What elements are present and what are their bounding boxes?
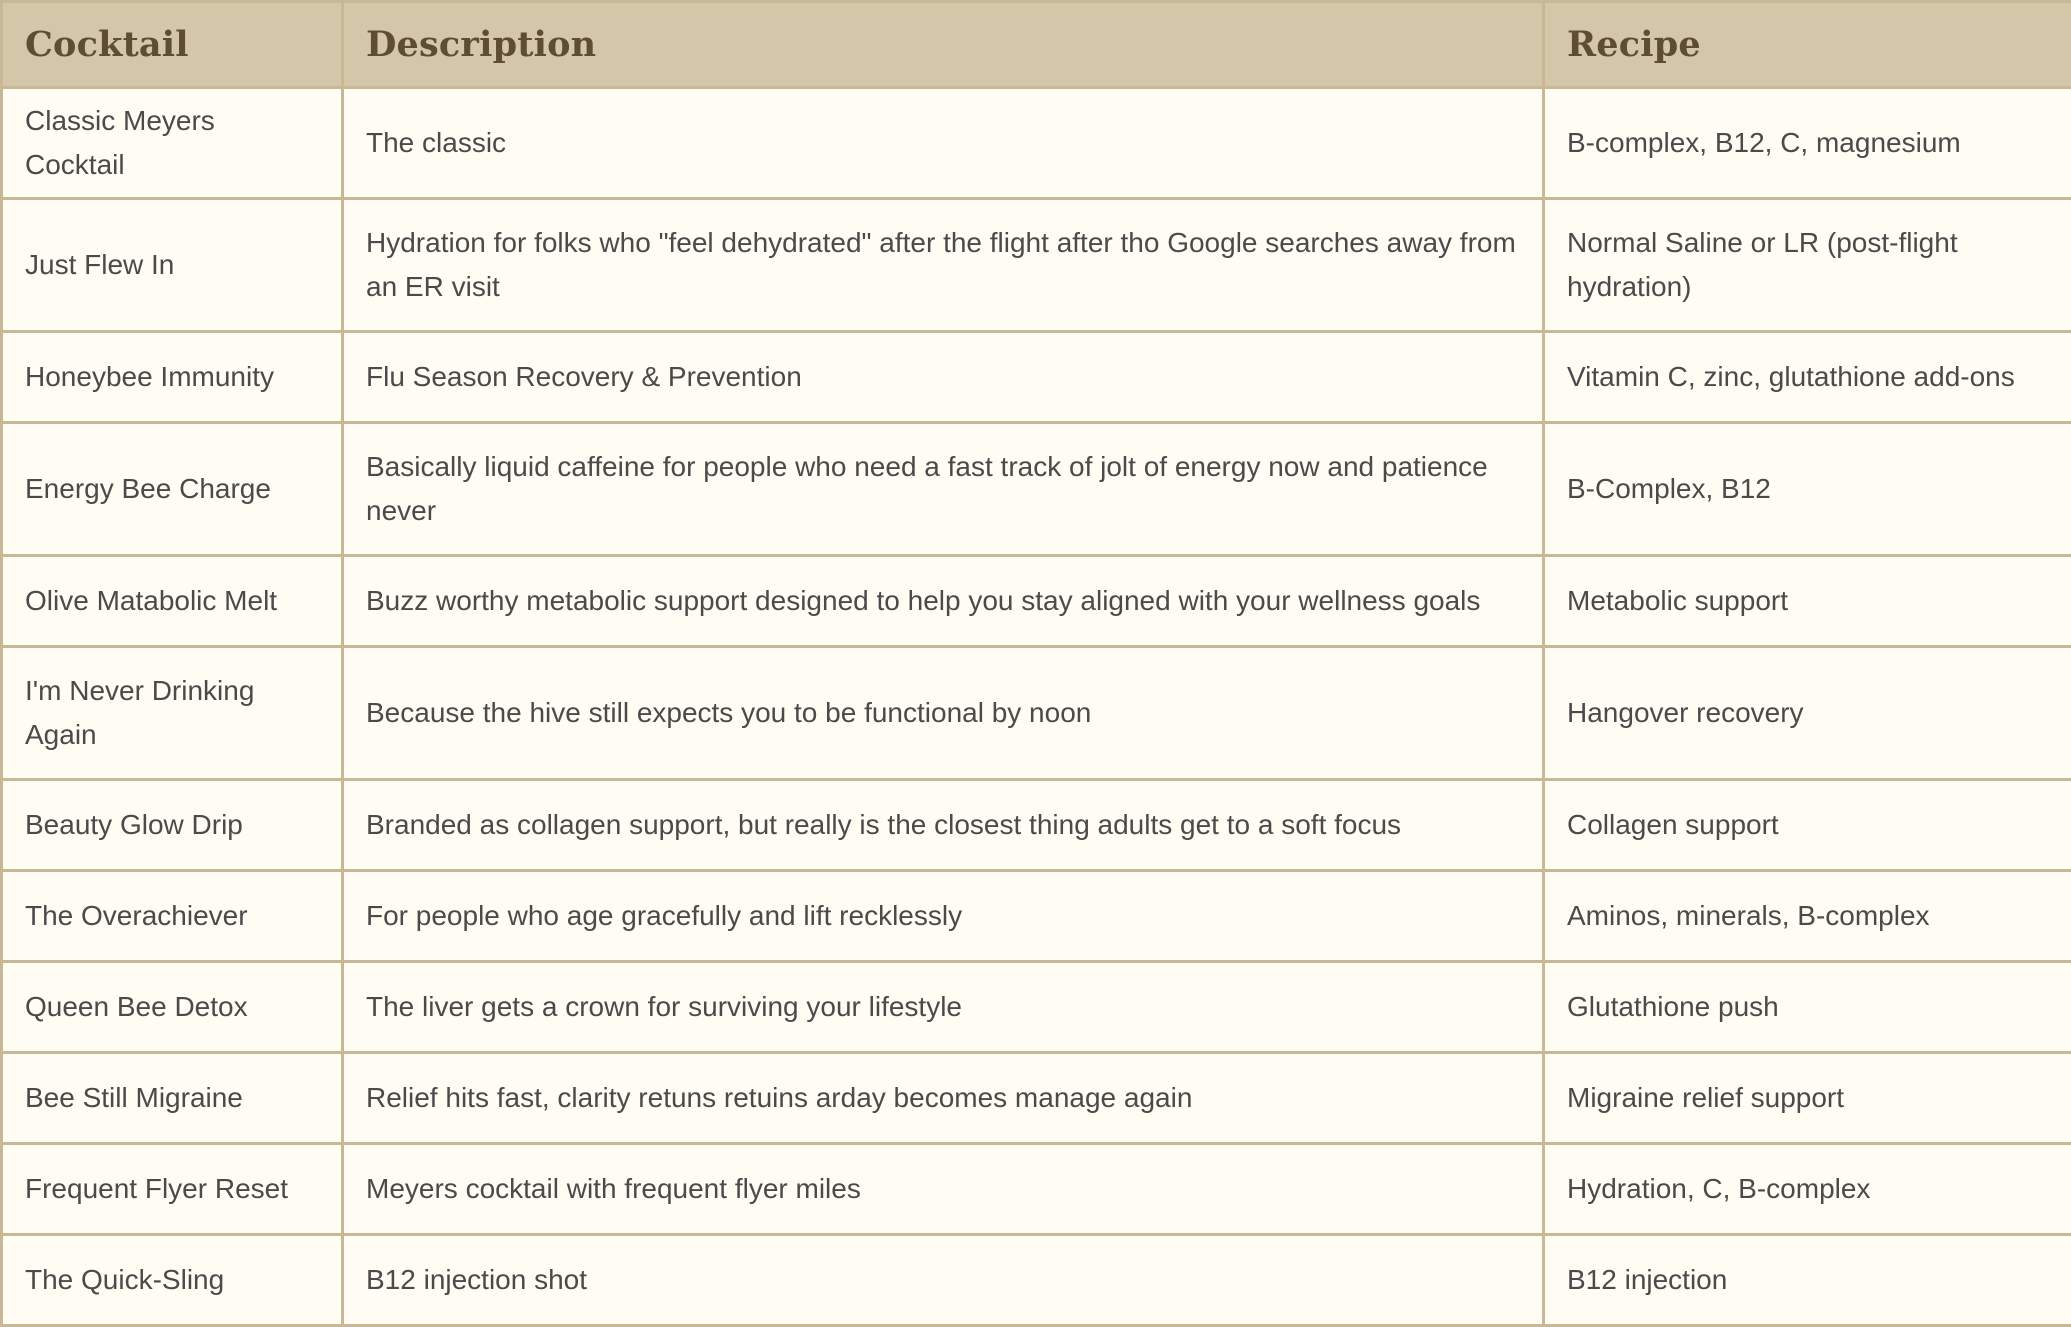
cocktail-cell: Frequent Flyer Reset <box>2 1144 343 1235</box>
recipe-cell: Aminos, minerals, B-complex <box>1544 871 2071 962</box>
table-row <box>2 871 2071 962</box>
recipe-cell: Hydration, C, B-complex <box>1544 1144 2071 1235</box>
recipe-cell: Metabolic support <box>1544 556 2071 647</box>
recipe-cell: B12 injection <box>1544 1235 2071 1326</box>
table-row <box>2 1144 2071 1235</box>
cocktail-cell: Bee Still Migraine <box>2 1053 343 1144</box>
description-cell: Basically liquid caffeine for people who need a fast track of jolt of energy now and patience never <box>343 423 1544 556</box>
cocktail-cell: Energy Bee Charge <box>2 423 343 556</box>
recipe-cell: Normal Saline or LR (post-flight hydration) <box>1544 199 2071 332</box>
cocktail-cell: The Quick-Sling <box>2 1235 343 1326</box>
table-row <box>2 332 2071 423</box>
recipe-cell: Hangover recovery <box>1544 647 2071 780</box>
description-cell: The liver gets a crown for surviving your lifestyle <box>343 962 1544 1053</box>
column-header-description: Description <box>343 2 1544 88</box>
recipe-cell: Collagen support <box>1544 780 2071 871</box>
cocktail-cell: I'm Never Drinking Again <box>2 647 343 780</box>
recipe-cell: Migraine relief support <box>1544 1053 2071 1144</box>
table-row <box>2 199 2071 332</box>
table-row <box>2 88 2071 199</box>
description-cell: B12 injection shot <box>343 1235 1544 1326</box>
table-row <box>2 962 2071 1053</box>
table-row <box>2 556 2071 647</box>
cocktail-cell: Honeybee Immunity <box>2 332 343 423</box>
description-cell: The classic <box>343 88 1544 199</box>
table-row <box>2 1053 2071 1144</box>
recipe-cell: B-Complex, B12 <box>1544 423 2071 556</box>
description-cell: Hydration for folks who "feel dehydrated" after the flight after tho Google searches away from an ER visit <box>343 199 1544 332</box>
cocktail-cell: Classic Meyers Cocktail <box>2 88 343 199</box>
description-cell: Flu Season Recovery & Prevention <box>343 332 1544 423</box>
cocktail-cell: Beauty Glow Drip <box>2 780 343 871</box>
table-row <box>2 423 2071 556</box>
description-cell: Meyers cocktail with frequent flyer miles <box>343 1144 1544 1235</box>
cocktail-cell: The Overachiever <box>2 871 343 962</box>
table-row <box>2 1235 2071 1326</box>
table-body <box>2 88 2071 1326</box>
description-cell: Branded as collagen support, but really is the closest thing adults get to a soft focus <box>343 780 1544 871</box>
cocktail-cell: Queen Bee Detox <box>2 962 343 1053</box>
recipe-cell: Vitamin C, zinc, glutathione add-ons <box>1544 332 2071 423</box>
header-row <box>2 2 2071 88</box>
recipe-cell: B-complex, B12, C, magnesium <box>1544 88 2071 199</box>
cocktail-cell: Just Flew In <box>2 199 343 332</box>
description-cell: Relief hits fast, clarity retuns retuins arday becomes manage again <box>343 1053 1544 1144</box>
column-header-recipe: Recipe <box>1544 2 2071 88</box>
table-row <box>2 780 2071 871</box>
description-cell: For people who age gracefully and lift recklessly <box>343 871 1544 962</box>
table-header <box>2 2 2071 88</box>
column-header-cocktail: Cocktail <box>2 2 343 88</box>
recipe-cell: Glutathione push <box>1544 962 2071 1053</box>
table-row <box>2 647 2071 780</box>
cocktail-cell: Olive Matabolic Melt <box>2 556 343 647</box>
description-cell: Buzz worthy metabolic support designed to help you stay aligned with your wellness goals <box>343 556 1544 647</box>
description-cell: Because the hive still expects you to be functional by noon <box>343 647 1544 780</box>
